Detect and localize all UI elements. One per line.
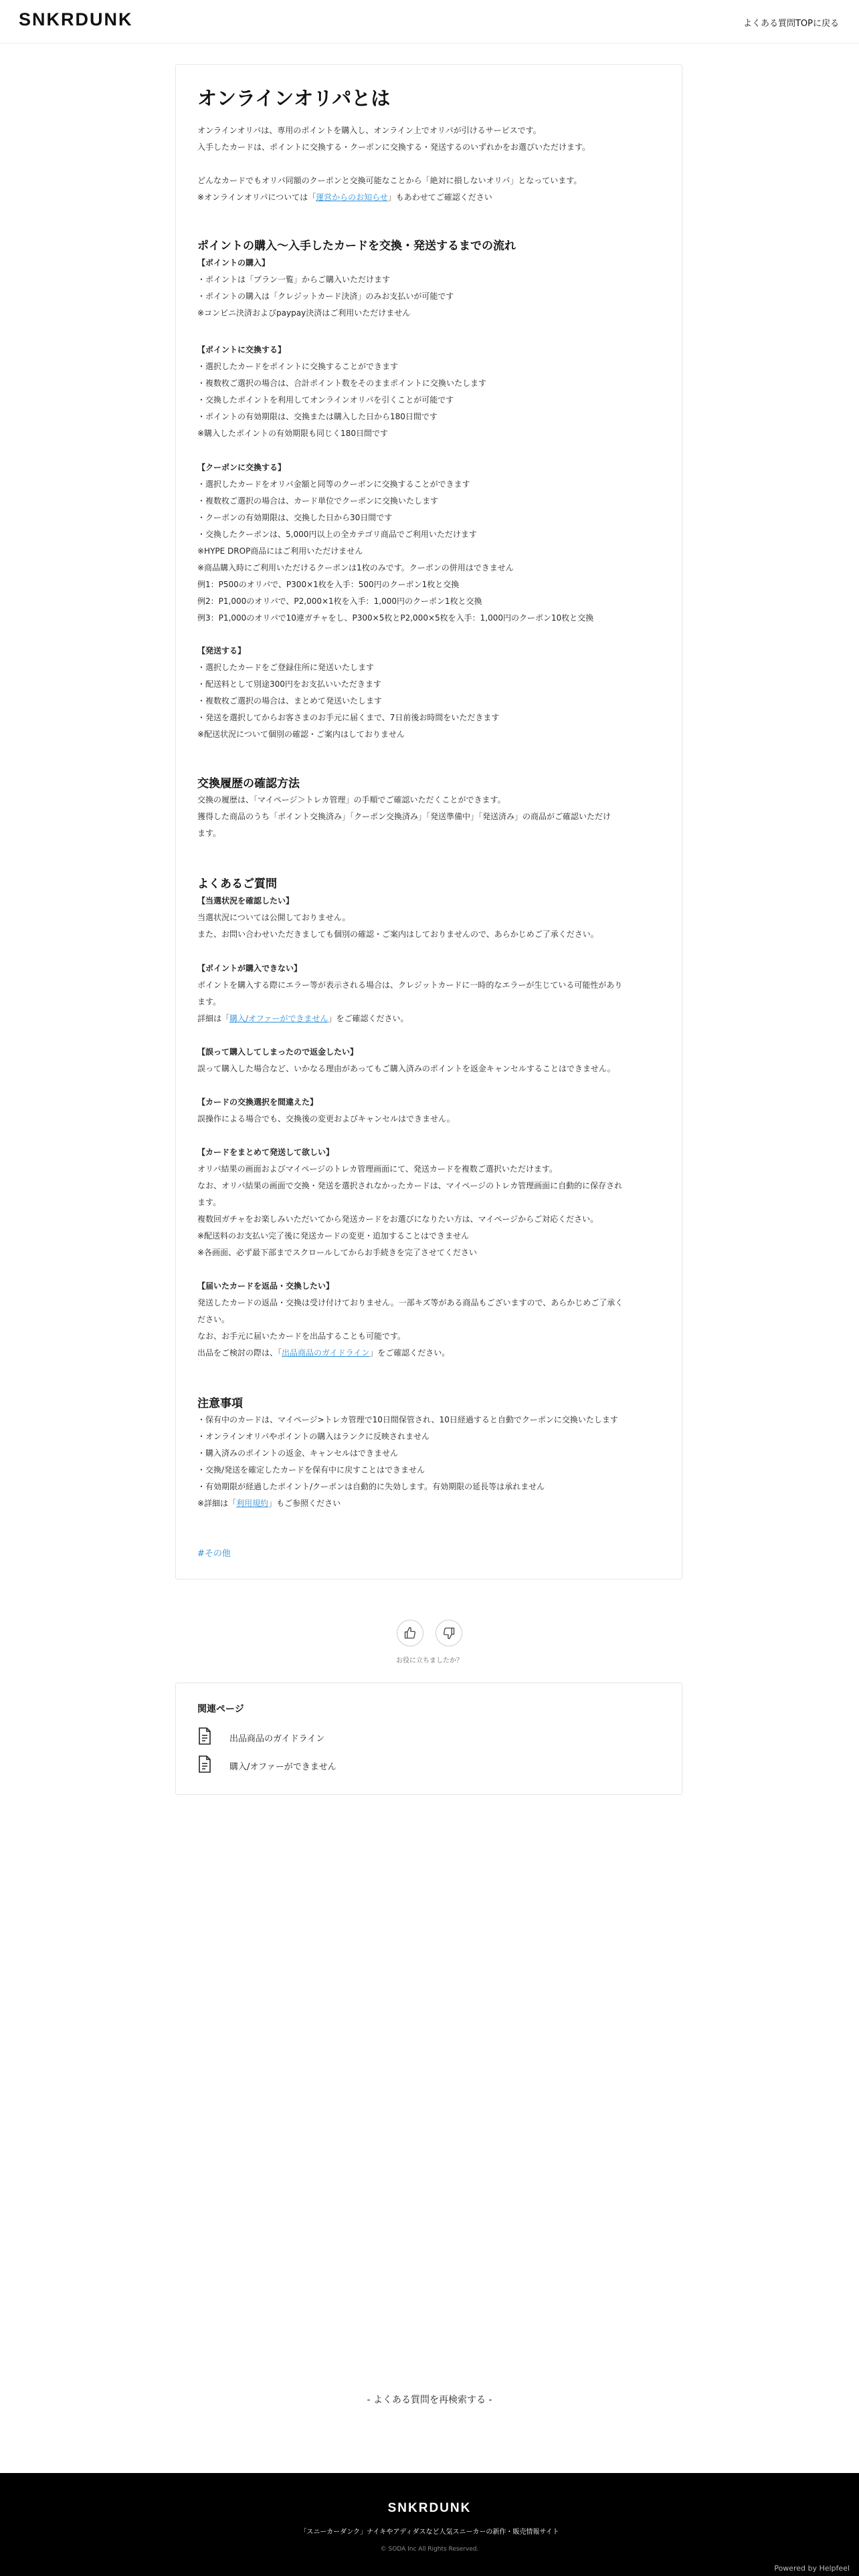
faq-top-link[interactable]: よくある質問TOPに戻る [743, 19, 839, 29]
thumbs-down-icon [442, 1626, 456, 1640]
faq-line: ます。 [197, 1198, 221, 1207]
block-line: ・複数枚ご選択の場合は、合計ポイント数をそのままポイントに交換いたします [197, 379, 487, 388]
block-title: 【ポイントの購入】 [197, 258, 270, 267]
flow-block-ship [197, 643, 660, 743]
block-title: 【発送する】 [197, 646, 246, 655]
article-title: オンラインオリパとは [197, 87, 391, 110]
history-line: 交換の履歴は、「マイページ＞トレカ管理」の手順でご確認いただくことができます。 [197, 795, 506, 804]
faq-title: 【当選状況を確認したい】 [197, 896, 294, 905]
block-line: 例3：P1,000のオリパで10連ガチャをし、P300×5枚とP2,000×5枚を入手：1,000円のクーポン10枚と交換 [197, 613, 594, 623]
faq-block-return [197, 1278, 660, 1362]
block-line: ・選択したカードをポイントに交換することができます [197, 362, 399, 371]
faq-block-refund [197, 1044, 660, 1077]
flow-block-exchange-points [197, 342, 660, 442]
flow-section [197, 238, 660, 254]
block-line: ・ポイントの購入は「クレジットカード決済」のみお支払いが可能です [197, 292, 454, 301]
block-line: ※コンビニ決済およびpaypay決済はご利用いただけません [197, 308, 411, 318]
faq-title: 【カードの交換選択を間違えた】 [197, 1097, 318, 1107]
block-line: ・交換したポイントを利用してオンラインオリパを引くことが可能です [197, 395, 454, 405]
intro-line: オンラインオリパは、専用のポイントを購入し、オンライン上でオリパが引けるサービスです。 [197, 126, 541, 135]
block-line: ・ポイントは「プラン一覧」からご購入いただけます [197, 275, 391, 284]
faq-line: ポイントを購入する際にエラー等が表示される場合は、クレジットカードに一時的なエラーが生じている可能性があり [197, 980, 623, 990]
block-line: ※HYPE DROP商品にはご利用いただけません [197, 546, 363, 556]
purchase-offer-link[interactable]: 購入/オファーができません [229, 1014, 328, 1023]
document-icon [197, 1727, 212, 1745]
notes-link-line: ※詳細は「利用規約」もご参照ください [197, 1499, 341, 1508]
article-card [175, 64, 682, 1580]
block-line: 例2：P1,000のオリパで、P2,000×1枚を入手：1,000円のクーポン1枚と交換 [197, 597, 482, 606]
related-pages [175, 1683, 682, 1795]
notes-line: ・オンラインオリパやポイントの購入はランクに反映されません [197, 1432, 430, 1441]
flow-block-points [197, 255, 660, 322]
faq-line: ださい。 [197, 1315, 230, 1324]
thumbs-up-button[interactable] [397, 1620, 423, 1646]
faq-block-bundle [197, 1144, 660, 1261]
faq-line: なお、お手元に届いたカードを出品することも可能です。 [197, 1331, 406, 1341]
faq-heading: よくあるご質問 [197, 877, 277, 891]
faq-line: なお、オリパ結果の画面で交換・発送を選択されなかったカードは、マイページのトレカ管理画面に自動的に保存され [197, 1181, 623, 1190]
notes-line: ・有効期限が経過したポイント/クーポンは自動的に失効します。有効期限の延長等は承れません [197, 1482, 545, 1491]
footer-copyright: © SODA Inc All Rights Reserved. [380, 2546, 479, 2553]
intro-line: 入手したカードは、ポイントに交換する・クーポンに交換する・発送するのいずれかをお選びいただけます。 [197, 142, 591, 152]
history-heading: 交換履歴の確認方法 [197, 777, 300, 790]
block-line: ・発送を選択してからお客さまのお手元に届くまで、7日前後お時間をいただきます [197, 713, 500, 722]
faq-block-mistake [197, 1094, 660, 1128]
block-line: ・交換したクーポンは、5,000円以上の全カテゴリ商品でご利用いただけます [197, 530, 477, 539]
block-line: ・複数枚ご選択の場合は、カード単位でクーポンに交換いたします [197, 496, 439, 506]
notes-heading: 注意事項 [197, 1397, 243, 1410]
thumbs-up-icon [403, 1626, 417, 1640]
faq-title: 【届いたカードを返品・交換したい】 [197, 1281, 335, 1291]
faq-title: 【ポイントが購入できない】 [197, 964, 302, 973]
block-line: ・ポイントの有効期限は、交換または購入した日から180日間です [197, 412, 438, 421]
feedback-section [0, 1620, 859, 1667]
document-icon [197, 1755, 212, 1773]
flow-block-exchange-coupon [197, 459, 660, 627]
block-line: ・選択したカードをオリパ金額と同等のクーポンに交換することができます [197, 479, 470, 489]
block-line: 例1：P500のオリパで、P300×1枚を入手：500円のクーポン1枚と交換 [197, 580, 460, 589]
announcement-link[interactable]: 運営からのお知らせ [316, 193, 388, 202]
related-item-label: 購入/オファーができません [229, 1762, 337, 1772]
faq-title: 【誤って購入してしまったので返金したい】 [197, 1047, 359, 1057]
related-title: 関連ページ [197, 1704, 244, 1715]
faq-line: ※配送料のお支払い完了後に発送カードの変更・追加することはできません [197, 1231, 470, 1241]
block-line: ※商品購入時にご利用いただけるクーポンは1枚のみです。クーポンの併用はできません [197, 563, 514, 572]
faq-line: 誤操作による場合でも、交換後の変更およびキャンセルはできません。 [197, 1114, 455, 1123]
related-item-label: 出品商品のガイドライン [229, 1734, 325, 1744]
faq-block-purchase [197, 960, 660, 1027]
faq-line: 複数回ガチャをお楽しみいただいてから発送カードをお選びになりたい方は、マイページからご対応ください。 [197, 1214, 599, 1224]
site-footer [0, 2473, 859, 2576]
faq-line: オリパ結果の画面およびマイページのトレカ管理画面にて、発送カードを複数ご選択いただけます。 [197, 1164, 557, 1174]
block-title: 【クーポンに交換する】 [197, 463, 286, 472]
faq-line: ます。 [197, 997, 221, 1006]
faq-line: ※各画面、必ず最下部までスクロールしてからお手続きを完了させてください [197, 1248, 477, 1257]
block-line: ・選択したカードをご登録住所に発送いたします [197, 663, 375, 672]
tag-row [197, 1546, 660, 1559]
notes-line: ・購入済みのポイントの返金、キャンセルはできません [197, 1448, 399, 1458]
faq-line: 当選状況については公開しておりません。 [197, 913, 351, 922]
tag-other[interactable]: #その他 [197, 1549, 231, 1559]
notes-section [197, 1396, 660, 1512]
intro-line [197, 156, 660, 173]
footer-tagline: 「スニーカーダンク」ナイキやアディダスなど人気スニーカーの新作・販売情報サイト [300, 2529, 559, 2536]
block-line: ※購入したポイントの有効期限も同じく180日間です [197, 429, 388, 438]
block-title: 【ポイントに交換する】 [197, 345, 286, 354]
faq-link-line: 詳細は「購入/オファーができません」をご確認ください。 [197, 1014, 409, 1023]
faq-block-status [197, 893, 660, 943]
faq-line: また、お問い合わせいただきましても個別の確認・ご案内はしておりませんので、あらかじめご了承ください。 [197, 930, 599, 939]
terms-link[interactable]: 利用規約 [236, 1499, 269, 1508]
intro-line: どんなカードでもオリパ同額のクーポンと交換可能なことから「絶対に損しないオリパ」となっています。 [197, 176, 582, 185]
block-line: ・クーポンの有効期限は、交換した日から30日間です [197, 513, 393, 522]
faq-title: 【カードをまとめて発送して欲しい】 [197, 1148, 335, 1157]
history-line: 獲得した商品のうち「ポイント交換済み」「クーポン交換済み」「発送準備中」「発送済み」の商品がご確認いただけ [197, 812, 611, 821]
intro-link-line: ※オンラインオリパについては「運営からのお知らせ」もあわせてご確認ください [197, 193, 492, 202]
thumbs-down-button[interactable] [436, 1620, 462, 1646]
block-line: ・配送料として別途300円をお支払いいただきます [197, 679, 381, 689]
notes-line: ・交換/発送を確定したカードを保有中に戻すことはできません [197, 1465, 425, 1475]
powered-by[interactable]: Powered by Helpfeel [774, 2564, 850, 2573]
block-line: ※配送状況について個別の確認・ご案内はしておりません [197, 730, 405, 739]
listing-guideline-link[interactable]: 出品商品のガイドライン [282, 1348, 370, 1358]
feedback-label: お役に立ちましたか？ [396, 1657, 463, 1665]
block-line: ・複数枚ご選択の場合は、まとめて発送いたします [197, 696, 383, 706]
intro-section [197, 122, 660, 206]
notes-line: ・保有中のカードは、マイページ>トレカ管理で10日間保管され、10日経過すると自動でクーポンに交換いたします [197, 1415, 618, 1424]
footer-logo[interactable]: SNKRDUNK [387, 2501, 472, 2515]
faq-line: 発送したカードの返品・交換は受け付けておりません。一部キズ等がある商品もございますので、あらかじめご了承く [197, 1298, 624, 1307]
flow-heading: ポイントの購入〜入手したカードを交換・発送するまでの流れ [197, 239, 516, 253]
faq-line: 誤って購入した場合など、いかなる理由があってもご購入済みのポイントを返金キャンセルすることはできません。 [197, 1064, 615, 1073]
faq-link-line: 出品をご検討の際は、「出品商品のガイドライン」をご確認ください。 [197, 1348, 450, 1358]
history-section [197, 776, 660, 842]
history-line: ます。 [197, 829, 221, 838]
faq-section [197, 876, 660, 892]
site-header [0, 0, 859, 43]
research-link[interactable]: - よくある質問を再検索する - [367, 2395, 492, 2405]
site-logo[interactable]: SNKRDUNK [19, 9, 133, 29]
